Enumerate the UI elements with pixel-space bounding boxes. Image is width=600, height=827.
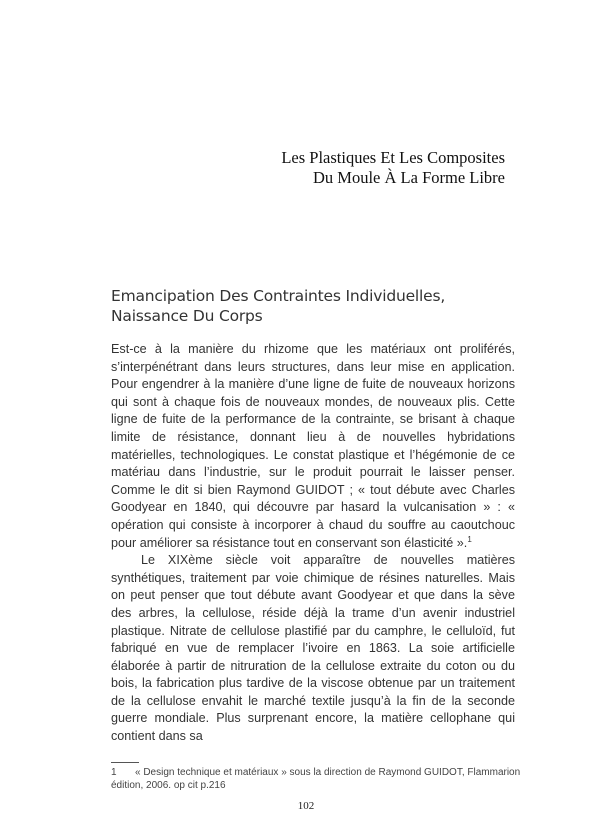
paragraph-1 — [111, 341, 515, 552]
footnote — [111, 766, 521, 793]
page-number: 102 — [297, 799, 315, 812]
paragraph-1-text: Est-ce à la manière du rhizome que les matériaux ont proliférés, s’interpénétrant dans leurs structures, dans leur mise en application. Pour engendrer à la manière d’une ligne de fuite de nouveaux horizons qui sont à chaque fois de nouveaux mondes, de nouveaux plis. Cette ligne de fuite de la performance de la contrainte, se brisant à chaque limite de résistance, donnant lieu à de nouvelles hybridations matérielles, technologiques. Le constat plastique et l’hégémonie de ce matériau dans l’industrie, sur le produit pourrait le laisser penser. Comme le dit si bien Raymond GUIDOT ; « tout débute avec Charles Goodyear en 1840, qui découvre par hasard la vulcanisation » : « opération qui consiste à incorporer à chaud du souffre au caoutchouc pour améliorer sa résistance tout en conservant son élasticité ». — [111, 342, 515, 550]
section-heading — [111, 286, 515, 326]
section-heading-line-2: Naissance Du Corps — [111, 307, 263, 325]
chapter-title-line-1: Les Plastiques Et Les Composites — [281, 148, 505, 167]
footnote-divider — [111, 762, 139, 763]
footnote-text: « Design technique et matériaux » sous la direction de Raymond GUIDOT, Flammarion édition, 2006. op cit p.216 — [111, 766, 521, 792]
section-heading-line-1: Emancipation Des Contraintes Individuelles, — [111, 287, 446, 305]
chapter-title-line-2: Du Moule À La Forme Libre — [313, 168, 505, 187]
body-text — [111, 341, 515, 746]
chapter-title — [281, 148, 505, 188]
footnote-reference: 1 — [467, 534, 472, 544]
paragraph-2: Le XIXème siècle voit apparaître de nouvelles matières synthétiques, traitement par voie chimique de résines naturelles. Mais on peut penser que tout débute avant Goodyear et que dans la sève des arbres, la cellulose, réside déjà la trame d’un avenir industriel plastique. Nitrate de cellulose plastifié par du camphre, le celluloïd, fut fabriqué en vue de remplacer l’ivoire en 1863. La soie artificielle élaborée à partir de nitruration de la cellulose extraite du coton ou du bois, la fabrication plus tardive de la viscose obtenue par un traitement de la cellulose envahit le marché textile jusqu’à la fin de la seconde guerre mondiale. Plus surprenant encore, la matière cellophane qui contient dans sa — [111, 553, 515, 744]
footnote-number: 1 — [111, 766, 117, 778]
spacer — [111, 746, 515, 762]
